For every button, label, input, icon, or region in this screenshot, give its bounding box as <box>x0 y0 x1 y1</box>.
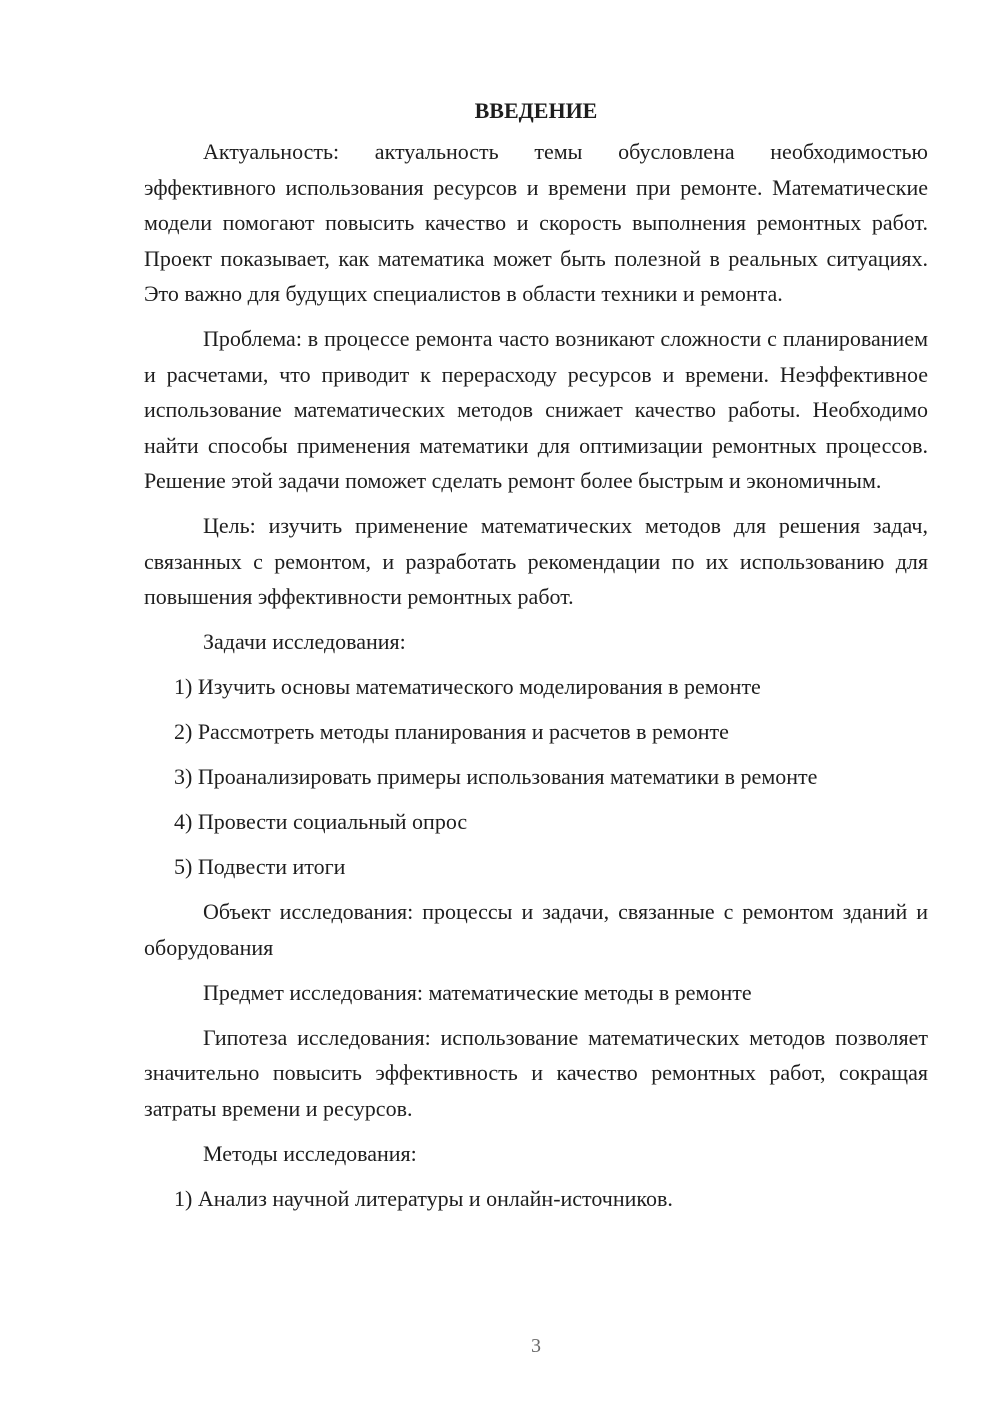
page-content <box>144 94 928 1226</box>
page-title: ВВЕДЕНИЕ <box>474 98 598 123</box>
methods-list <box>144 1181 928 1217</box>
task-item: 5) Подвести итоги <box>174 854 346 879</box>
hypothesis-paragraph: Гипотеза исследования: использование математических методов позволяет значительно повысить эффективность и качество ремонтных работ, сокращая затраты времени и ресурсов. <box>144 1024 928 1121</box>
subject-paragraph: Предмет исследования: математические методы в ремонте <box>203 979 752 1005</box>
object-paragraph: Объект исследования: процессы и задачи, связанные с ремонтом зданий и оборудования <box>144 899 928 960</box>
task-item: 1) Изучить основы математического моделирования в ремонте <box>174 674 761 699</box>
problem-paragraph: Проблема: в процессе ремонта часто возникают сложности с планированием и расчетами, что приводит к перерасходу ресурсов и времени. Неэффективное использование математических методов снижает качество работы. Необходимо найти способы применения математики для оптимизации ремонтных процессов. Решение этой задачи поможет сделать ремонт более быстрым и экономичным. <box>144 326 928 493</box>
methods-heading: Методы исследования: <box>203 1140 417 1166</box>
task-item: 2) Рассмотреть методы планирования и расчетов в ремонте <box>174 719 729 744</box>
goal-paragraph: Цель: изучить применение математических методов для решения задач, связанных с ремонтом, и разработать рекомендации по их использованию для повышения эффективности ремонтных работ. <box>144 513 928 609</box>
relevance-paragraph: Актуальность: актуальность темы обусловлена необходимостью эффективного использования ресурсов и времени при ремонте. Математические модели помогают повысить качество и скорость выполнения ремонтных работ. Проект показывает, как математика может быть полезной в реальных ситуациях. Это важно для будущих специалистов в области техники и ремонта. <box>144 139 928 306</box>
task-item: 3) Проанализировать примеры использования математики в ремонте <box>174 764 818 789</box>
tasks-list <box>144 669 928 885</box>
page-number: 3 <box>531 1335 541 1357</box>
task-item: 4) Провести социальный опрос <box>174 809 468 834</box>
tasks-heading: Задачи исследования: <box>203 629 406 654</box>
method-item: 1) Анализ научной литературы и онлайн-источников. <box>174 1185 673 1211</box>
